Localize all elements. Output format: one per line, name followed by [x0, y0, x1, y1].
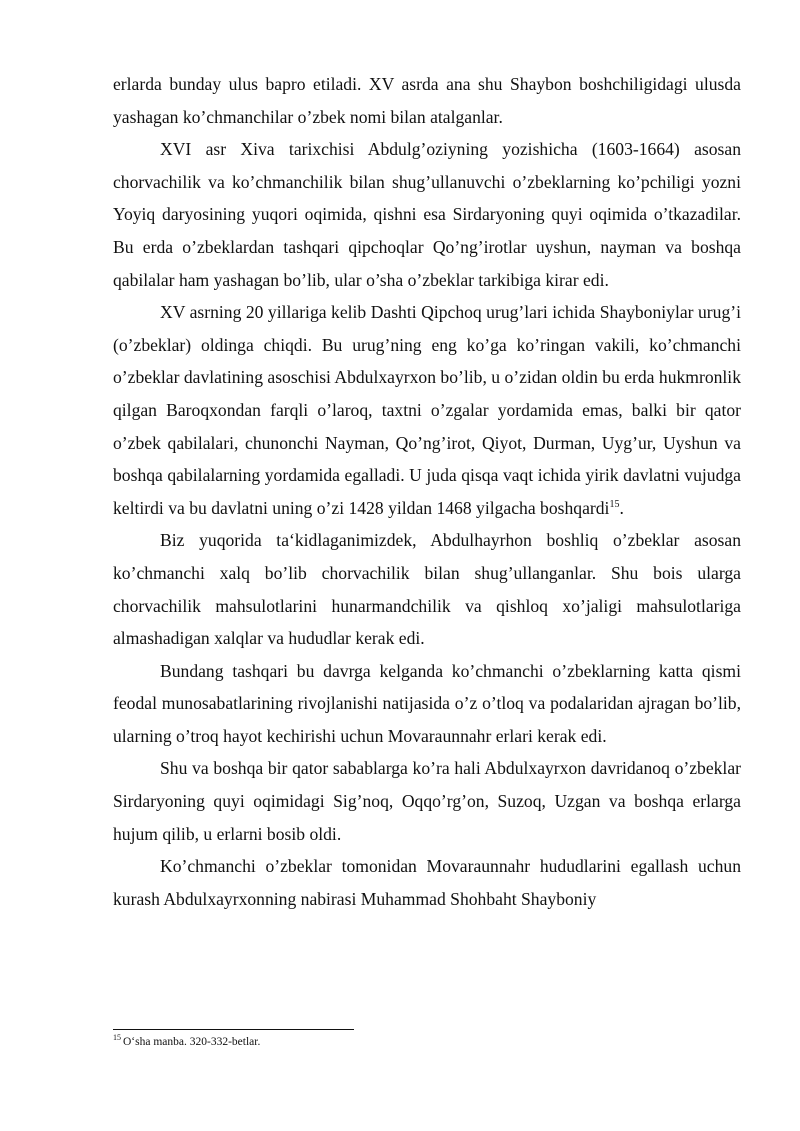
- paragraph-text: Shu va boshqa bir qator sabablarga ko’ra hali Abdulxayrxon davridanoq o’zbeklar Sirdaryoning quyi oqimidagi Sig’noq, Oqqo’rg’on, Suzoq, Uzgan va boshqa erlarga hujum qilib, u erlarni bosib oldi.: [113, 758, 741, 844]
- paragraph: [113, 133, 741, 296]
- footnote-number: 15: [113, 1033, 121, 1043]
- paragraph-text: XVI asr Xiva tarixchisi Abdulg’oziyning yozishicha (1603-1664) asosan chorvachilik va ko’chmanchilik bilan shug’ullanuvchi o’zbeklarning ko’pchiligi yozni Yoyiq daryosining yuqori oqimida, qishni esa Sirdaryoning quyi oqimida o’tkazadilar. Bu erda o’zbeklardan tashqari qipchoqlar Qo’ng’irotlar uyshun, nayman va boshqa qabilalar ham yashagan bo’lib, ular o’sha o’zbeklar tarkibiga kirar edi.: [113, 139, 741, 290]
- paragraph-text: XV asrning 20 yillariga kelib Dashti Qipchoq urug’lari ichida Shayboniylar urug’i (o’zbeklar) oldinga chiqdi. Bu urug’ning eng ko’ga ko’ringan vakili, ko’chmanchi o’zbeklar davlatining asoschisi Abdulxayrxon bo’lib, u o’zidan oldin bu erda hukmronlik qilgan Baroqxondan farqli o’laroq, taxtni o’zgalar yordamida emas, balki bir qator o’zbek qabilalari, chunonchi Nayman, Qo’ng’irot, Qiyot, Durman, Uyg’ur, Uyshun va boshqa qabilalarning yordamida egalladi. U juda qisqa vaqt ichida yirik davlatni vujudga keltirdi va bu davlatni uning o’zi 1428 yildan 1468 yilgacha boshqardi: [113, 302, 741, 518]
- document-body: [113, 68, 741, 915]
- paragraph-text: Ko’chmanchi o’zbeklar tomonidan Movaraunnahr hududlarini egallash uchun kurash Abdulxayrxonning nabirasi Muhammad Shohbaht Shayboniy: [113, 856, 741, 909]
- footnote: [113, 1034, 741, 1050]
- paragraph-text-tail: .: [619, 497, 624, 518]
- paragraph: [113, 296, 741, 524]
- paragraph-continues: [113, 850, 741, 915]
- footnote-separator: [113, 1029, 354, 1030]
- paragraph: [113, 752, 741, 850]
- paragraph-text: Biz yuqorida ta‘kidlaganimizdek, Abdulhayrhon boshliq o’zbeklar asosan ko’chmanchi xalq bo’lib chorvachilik bilan shug’ullanganlar. Shu bois ularga chorvachilik mahsulotlarini hunarmandchilik va qishloq xo’jaligi mahsulotlariga almashadigan xalqlar va hududlar kerak edi.: [113, 530, 741, 649]
- paragraph-continued: [113, 68, 741, 133]
- footnote-reference[interactable]: 15: [609, 498, 620, 510]
- paragraph-text: erlarda bunday ulus bapro etiladi. XV asrda ana shu Shaybon boshchiligidagi ulusda yashagan ko’chmanchilar o’zbek nomi bilan atalganlar.: [113, 74, 741, 127]
- paragraph-text: Bundang tashqari bu davrga kelganda ko’chmanchi o’zbeklarning katta qismi feodal munosabatlarining rivojlanishi natijasida o’z o’tloq va podalaridan ajragan bo’lib, ularning o’troq hayot kechirishi uchun Movaraunnahr erlari kerak edi.: [113, 660, 741, 746]
- footnote-text: O‘sha manba. 320-332-betlar.: [123, 1036, 261, 1048]
- paragraph: [113, 524, 741, 654]
- paragraph: [113, 655, 741, 753]
